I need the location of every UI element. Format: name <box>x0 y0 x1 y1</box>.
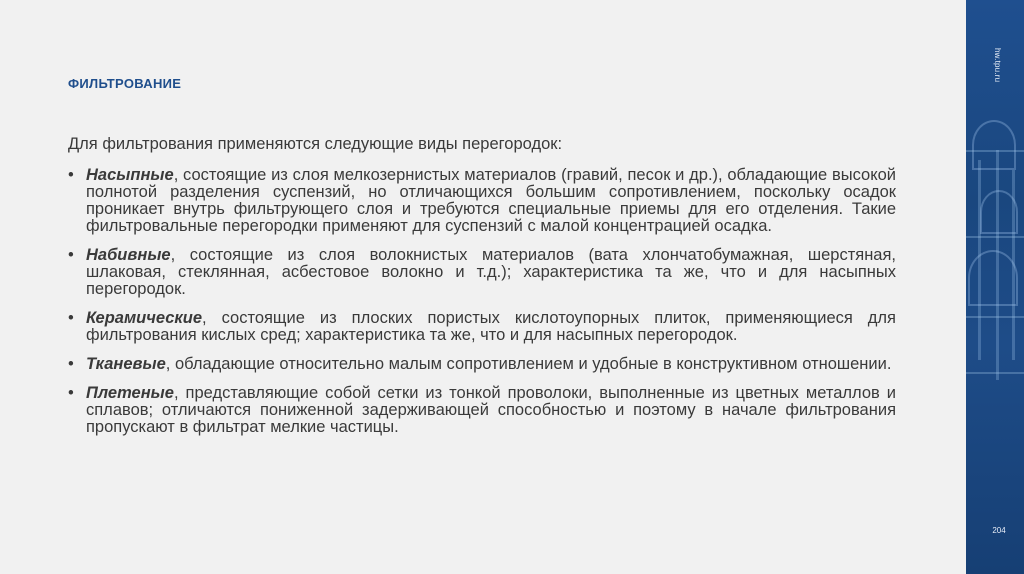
item-term: Насыпные <box>86 166 174 184</box>
item-description: , состоящие из плоских пористых кислотоупорных плиток, применяющиеся для фильтрования кислых сред; характеристика та же, что и для насыпных перегородок. <box>86 309 896 344</box>
item-term: Плетеные <box>86 384 174 402</box>
architecture-pillar-decoration <box>978 160 981 360</box>
item-term: Керамические <box>86 309 203 327</box>
list-item <box>68 385 896 436</box>
architecture-beam-decoration <box>966 236 1024 238</box>
list-item <box>68 310 896 344</box>
list-item <box>68 247 896 298</box>
body-content <box>68 136 896 448</box>
bullet-marker: • <box>68 309 74 327</box>
item-description: , состоящие из слоя волокнистых материалов (вата хлончатобумажная, шерстяная, шлаковая, стеклянная, асбестовое волокно и т.д.); характеристика та же, что и для насыпных перегородок. <box>86 246 896 298</box>
item-term: Тканевые <box>86 355 166 373</box>
item-description: , состоящие из слоя мелкозернистых материалов (гравий, песок и др.), обладающие высокой полнотой разделения суспензий, но отличающихся большим сопротивлением, поскольку осадок проникает внутрь фильтрующего слоя и требуются специальные приемы для его отделения. Такие фильтровальные перегородки применяют для суспензий с малой концентрацией осадка. <box>86 166 896 235</box>
architecture-beam-decoration <box>966 372 1024 374</box>
item-term: Набивные <box>86 246 171 264</box>
partition-types-list <box>68 167 896 436</box>
page-title: ФИЛЬТРОВАНИЕ <box>68 76 182 91</box>
page-number: 204 <box>992 526 1006 535</box>
intro-paragraph: Для фильтрования применяются следующие виды перегородок: <box>68 135 563 153</box>
item-description: , представляющие собой сетки из тонкой проволоки, выполненные из цветных металлов и сплавов; отличаются пониженной задерживающей способностью и поэтому в начале фильтрования пропускают в фильтрат мелкие частицы. <box>86 384 896 436</box>
architecture-arch-decoration <box>968 250 1018 306</box>
list-item <box>68 167 896 235</box>
architecture-beam-decoration <box>966 316 1024 318</box>
bullet-marker: • <box>68 355 74 373</box>
bullet-marker: • <box>68 246 74 264</box>
bullet-marker: • <box>68 166 74 184</box>
bullet-marker: • <box>68 384 74 402</box>
list-item <box>68 356 896 373</box>
architecture-beam-decoration <box>966 150 1024 152</box>
site-url-label: hw.tpu.ru <box>993 48 1002 83</box>
architecture-pillar-decoration <box>1012 170 1015 360</box>
item-description: , обладающие относительно малым сопротивлением и удобные в конструктивном отношении. <box>165 355 892 373</box>
architecture-pillar-decoration <box>996 150 999 380</box>
